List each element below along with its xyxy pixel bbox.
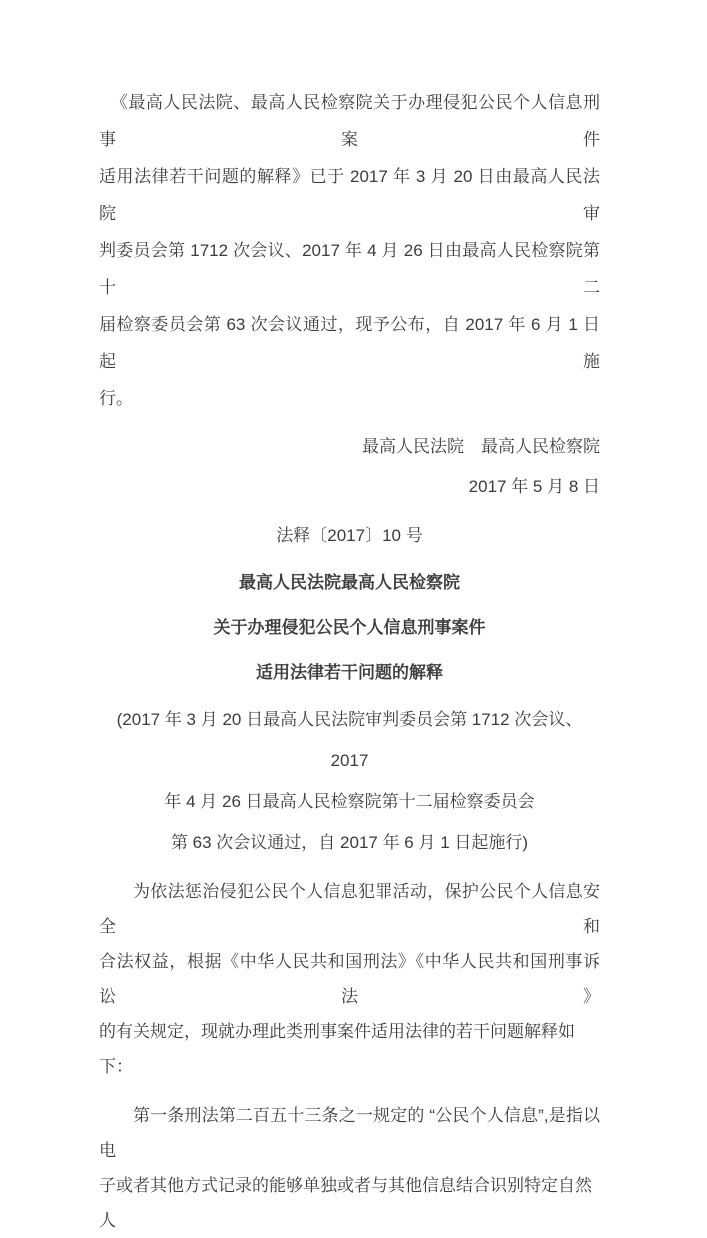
issuers-line: 最高人民法院 最高人民检察院 (362, 437, 600, 456)
preamble-line: 为依法惩治侵犯公民个人信息犯罪活动，保护公民个人信息安全和 (99, 882, 600, 936)
issue-date-line: 2017 年 5 月 8 日 (468, 477, 600, 496)
announcement-line: 届检察委员会第 63 次会议通过，现予公布，自 2017 年 6 月 1 日起施 (99, 315, 600, 371)
adoption-line: 第 63 次会议通过，自 2017 年 6 月 1 日起施行) (170, 833, 529, 852)
announcement-line: 适用法律若干问题的解释》已于 2017 年 3 月 20 日由最高人民法院审 (99, 167, 600, 223)
preamble-paragraph (99, 874, 600, 1084)
article-one-paragraph (99, 1098, 600, 1238)
preamble-line: 的有关规定，现就办理此类刑事案件适用法律的若干问题解释如下： (99, 1022, 575, 1076)
preamble-line: 合法权益，根据《中华人民共和国刑法》《中华人民共和国刑事诉讼法》 (99, 952, 600, 1006)
adoption-line: 年 4 月 26 日最高人民检察院第十二届检察委员会 (164, 792, 535, 811)
title-line: 关于办理侵犯公民个人信息刑事案件 (213, 618, 486, 637)
announcement-paragraph (99, 84, 600, 417)
doc-number: 法释〔2017〕10 号 (276, 526, 423, 545)
adoption-line: (2017 年 3 月 20 日最高人民法院审判委员会第 1712 次会议、2017 (116, 710, 583, 770)
article-one-line: 第一条刑法第二百五十三条之一规定的 “公民个人信息”,是指以电 (99, 1106, 600, 1160)
document-title (99, 560, 600, 695)
title-line: 适用法律若干问题的解释 (256, 663, 443, 682)
title-line: 最高人民法院最高人民检察院 (239, 573, 460, 592)
article-one-line: 子或者其他方式记录的能够单独或者与其他信息结合识别特定自然人 (99, 1176, 592, 1230)
announcement-line: 行。 (99, 389, 133, 408)
signature-block (99, 427, 600, 507)
announcement-line: 判委员会第 1712 次会议、2017 年 4 月 26 日由最高人民检察院第十二 (99, 241, 600, 297)
announcement-line: 《最高人民法院、最高人民检察院关于办理侵犯公民个人信息刑事案件 (99, 93, 600, 149)
adoption-note (99, 699, 600, 863)
